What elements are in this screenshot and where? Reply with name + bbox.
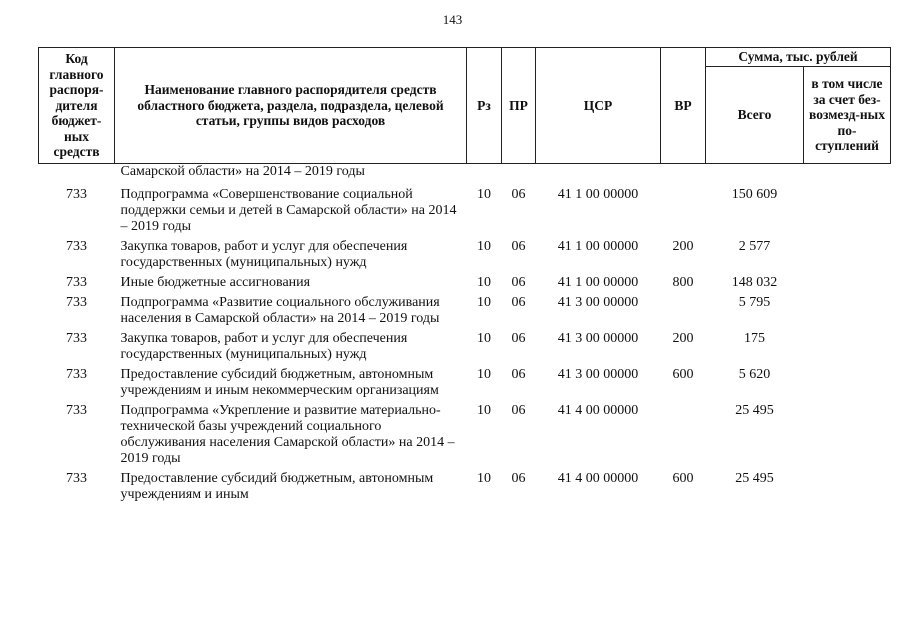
table-body: [39, 164, 891, 508]
cell-name: Закупка товаров, работ и услуг для обеспечения государственных (муниципальных) нужд: [120, 331, 408, 362]
header-rz: Рз: [467, 48, 502, 164]
cell-rz: 10: [477, 331, 491, 346]
cell-pr: 06: [511, 275, 526, 290]
cell-free: [804, 367, 891, 403]
cell-rz: 10: [477, 275, 491, 290]
cell-vr: 200: [672, 331, 694, 346]
cell-name: Подпрограмма «Совершенствование социальной поддержки семьи и детей в Самарской области» на 2014 – 2019 годы: [120, 187, 457, 234]
cell-rz: 10: [477, 295, 491, 310]
header-csr: ЦСР: [536, 48, 661, 164]
cell-csr: 41 1 00 00000: [557, 239, 639, 254]
cell-code: 733: [66, 187, 87, 202]
cell-code: 733: [66, 403, 87, 418]
cell-code: 733: [66, 367, 87, 382]
cell-pr: 06: [511, 367, 526, 382]
cell-code: 733: [66, 295, 87, 310]
cell-free: [804, 471, 891, 507]
header-sum: Сумма, тыс. рублей: [706, 48, 891, 67]
cell-pr: 06: [511, 187, 526, 202]
cell-rz: 10: [477, 403, 491, 418]
cell-free: [804, 275, 891, 295]
cell-free: [804, 331, 891, 367]
cell-pr: 06: [511, 471, 526, 486]
cell-name: Предоставление субсидий бюджетным, автономным учреждениям и иным некоммерческим организациям: [120, 367, 439, 398]
table-row: [39, 331, 891, 367]
cell-code: 733: [66, 331, 87, 346]
table-header: [39, 48, 891, 164]
header-code: Код главного распоря-дителя бюджет-ных средств: [39, 48, 115, 164]
table-row: [39, 471, 891, 507]
cell-csr: 41 1 00 00000: [557, 275, 639, 290]
cell-rz: 10: [477, 239, 491, 254]
cell-total: 5 620: [738, 367, 771, 382]
cell-free: [804, 403, 891, 471]
cell-free: [804, 239, 891, 275]
page-number: 143: [442, 12, 463, 27]
cell-pr: 06: [511, 239, 526, 254]
cell-csr: 41 3 00 00000: [557, 331, 639, 346]
cell-free: [804, 183, 891, 239]
cell-total: 150 609: [731, 187, 778, 202]
cell-vr: 800: [672, 275, 694, 290]
table-row: [39, 275, 891, 295]
cell-total: 175: [744, 331, 765, 346]
cell-csr: 41 3 00 00000: [557, 367, 639, 382]
cell-vr: 600: [672, 471, 694, 486]
cell-free: [804, 295, 891, 331]
cell-csr: 41 1 00 00000: [557, 187, 639, 202]
header-name: Наименование главного распорядителя средств областного бюджета, раздела, подраздела, целевой статьи, группы видов расходов: [115, 48, 467, 164]
cell-rz: 10: [477, 187, 491, 202]
continuation-text: Самарской области» на 2014 – 2019 годы: [120, 164, 365, 179]
budget-table: [38, 47, 891, 507]
cell-pr: 06: [511, 403, 526, 418]
cell-vr: [661, 183, 706, 239]
cell-code: 733: [66, 239, 87, 254]
cell-rz: 10: [477, 367, 491, 382]
cell-csr: 41 4 00 00000: [557, 403, 639, 418]
continuation-row: [39, 164, 891, 184]
table-row: [39, 367, 891, 403]
header-total: Всего: [706, 67, 804, 164]
cell-csr: 41 4 00 00000: [557, 471, 639, 486]
cell-code: 733: [66, 471, 87, 486]
header-pr: ПР: [502, 48, 536, 164]
cell-rz: 10: [477, 471, 491, 486]
cell-total: 148 032: [731, 275, 778, 290]
table-row: [39, 183, 891, 239]
cell-vr: 200: [672, 239, 694, 254]
cell-vr: [661, 403, 706, 471]
cell-name: Иные бюджетные ассигнования: [120, 275, 311, 290]
cell-vr: 600: [672, 367, 694, 382]
cell-name: Предоставление субсидий бюджетным, автономным учреждениям и иным: [120, 471, 434, 502]
cell-total: 2 577: [738, 239, 771, 254]
cell-code: 733: [66, 275, 87, 290]
cell-csr: 41 3 00 00000: [557, 295, 639, 310]
cell-name: Подпрограмма «Развитие социального обслуживания населения в Самарской области» на 2014 – 2019 годы: [120, 295, 440, 326]
header-vr: ВР: [661, 48, 706, 164]
cell-name: Закупка товаров, работ и услуг для обеспечения государственных (муниципальных) нужд: [120, 239, 408, 270]
cell-total: 25 495: [735, 471, 774, 486]
table-row: [39, 239, 891, 275]
cell-name: Подпрограмма «Укрепление и развитие материально-технической базы учреждений социального обслуживания населения Самарской области» на 2014 – 2019 годы: [120, 403, 455, 466]
cell-pr: 06: [511, 295, 526, 310]
table-row: [39, 295, 891, 331]
header-free: в том числе за счет без-возмезд-ных по-ступлений: [804, 67, 891, 164]
cell-total: 25 495: [735, 403, 774, 418]
cell-vr: [661, 295, 706, 331]
table-row: [39, 403, 891, 471]
cell-total: 5 795: [738, 295, 771, 310]
cell-pr: 06: [511, 331, 526, 346]
